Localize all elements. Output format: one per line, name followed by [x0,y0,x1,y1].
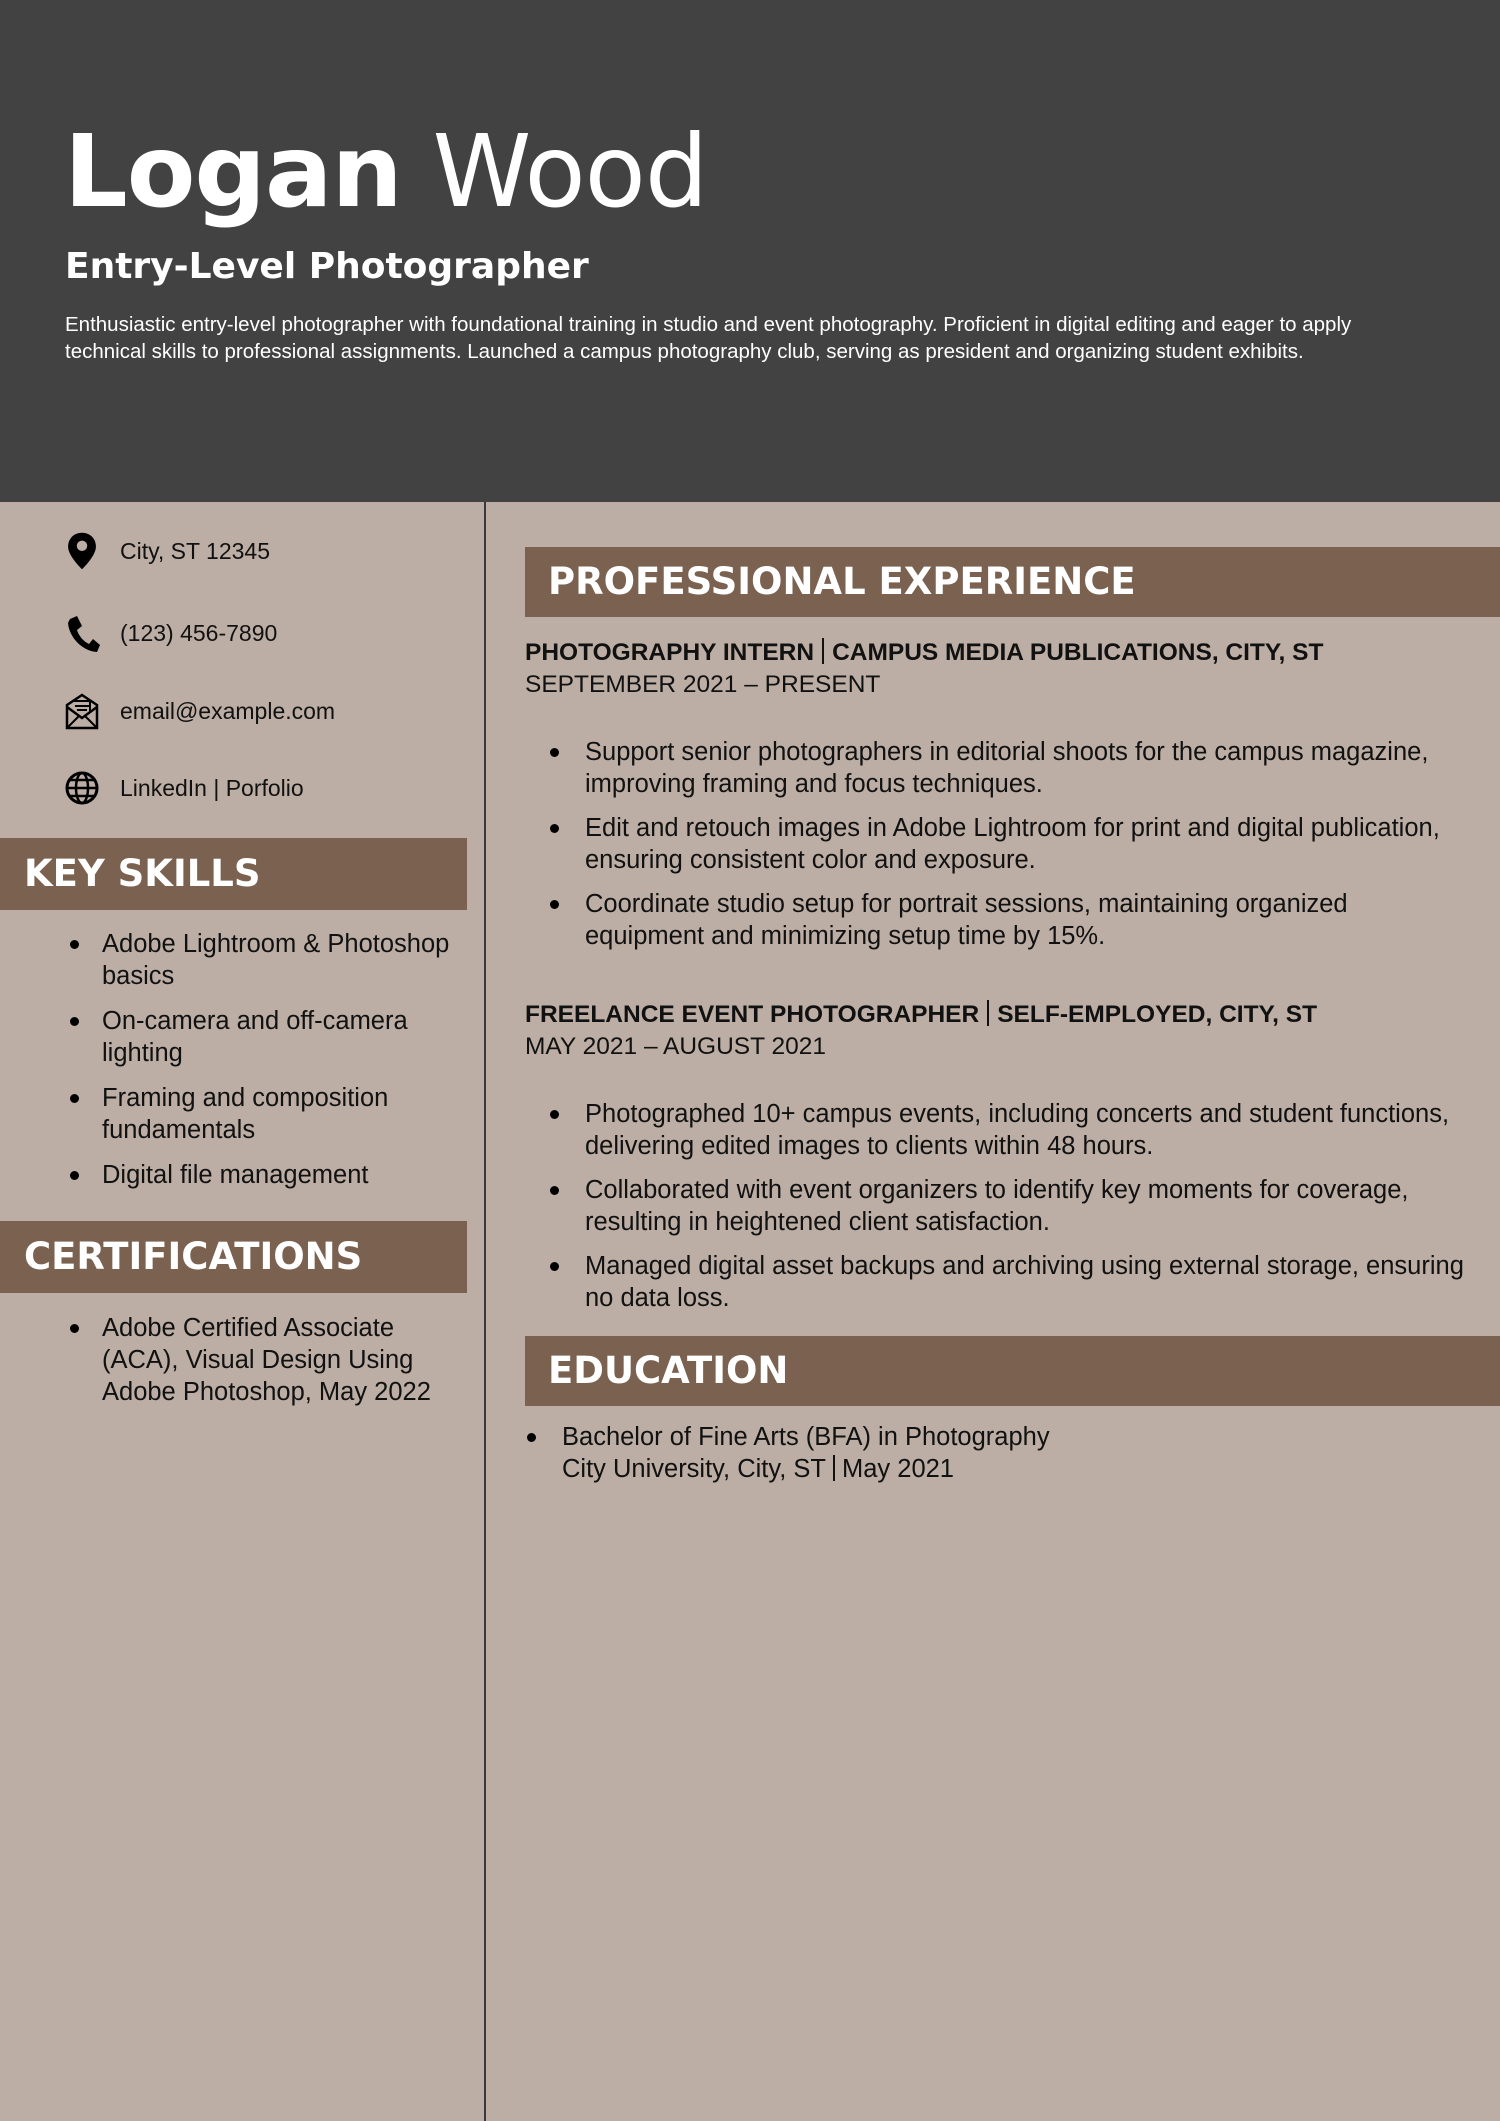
experience-heading: PROFESSIONAL EXPERIENCE [548,560,1136,603]
graduation-date: May 2021 [842,1455,954,1483]
list-item: On-camera and off-camera lighting [102,1005,472,1069]
list-item: Framing and composition fundamentals [102,1082,472,1146]
certifications-list [102,1312,472,1408]
list-item: Photographed 10+ campus events, including concerts and student functions, delivering edited images to clients within 48 hours. [585,1098,1465,1162]
experience-heading-band [525,547,1500,617]
job-2-bullets [585,1098,1465,1326]
skills-heading: KEY SKILLS [24,852,261,895]
contact-phone [64,610,277,656]
job-dates: MAY 2021 – AUGUST 2021 [525,1033,826,1060]
education-heading-band [525,1336,1500,1406]
job-1-bullets [585,736,1465,964]
job-1-header [525,638,1323,667]
job-title: Entry-Level Photographer [65,246,589,287]
education-heading: EDUCATION [548,1349,789,1392]
list-item [562,1421,1462,1485]
separator [987,1000,989,1026]
separator [833,1455,835,1481]
phone-icon [64,613,100,653]
job-employer: CAMPUS MEDIA PUBLICATIONS, CITY, ST [832,639,1324,666]
separator [822,638,824,664]
summary: Enthusiastic entry-level photographer with foundational training in studio and event photography. Proficient in digital editing and eager to apply technical skills to professional assignments. Launched a campus photography club, serving as president and organizing student exhibits. [65,313,1352,363]
list-item: Adobe Lightroom & Photoshop basics [102,928,472,992]
contact-links [64,765,304,811]
email-text[interactable]: email@example.com [120,697,336,724]
list-item: Support senior photographers in editorial shoots for the campus magazine, improving framing and focus techniques. [585,736,1465,800]
school-line [562,1453,1462,1485]
candidate-name [64,112,707,232]
certifications-heading-band [0,1221,467,1293]
job-2-header [525,1000,1317,1029]
job-dates: SEPTEMBER 2021 – PRESENT [525,671,881,698]
last-name: Wood [432,113,708,230]
education-list [562,1421,1462,1485]
list-item: Adobe Certified Associate (ACA), Visual Design Using Adobe Photoshop, May 2022 [102,1312,472,1408]
contact-email [64,688,335,734]
school: City University, City, ST [562,1455,826,1483]
list-item: Edit and retouch images in Adobe Lightroom for print and digital publication, ensuring consistent color and exposure. [585,812,1465,876]
job-role: PHOTOGRAPHY INTERN [525,639,815,666]
list-item: Digital file management [102,1159,472,1191]
address-text: City, ST 12345 [120,537,271,564]
skills-heading-band [0,838,467,910]
job-role: FREELANCE EVENT PHOTOGRAPHER [525,1001,980,1028]
globe-icon [64,768,100,808]
phone-text: (123) 456-7890 [120,619,278,646]
location-pin-icon [64,531,100,571]
list-item: Coordinate studio setup for portrait sessions, maintaining organized equipment and minimizing setup time by 15%. [585,888,1465,952]
job-employer: SELF-EMPLOYED, CITY, ST [997,1001,1318,1028]
certifications-heading: CERTIFICATIONS [24,1235,363,1278]
list-item: Collaborated with event organizers to identify key moments for coverage, resulting in heightened client satisfaction. [585,1174,1465,1238]
links-text[interactable]: LinkedIn | Porfolio [120,774,304,801]
skills-list [102,928,472,1204]
header-banner [0,0,1500,502]
envelope-icon [64,691,100,731]
contact-address [64,528,270,574]
first-name: Logan [64,113,402,230]
column-divider [484,502,486,2121]
degree: Bachelor of Fine Arts (BFA) in Photography [562,1423,1050,1451]
list-item: Managed digital asset backups and archiving using external storage, ensuring no data loss. [585,1252,1464,1312]
